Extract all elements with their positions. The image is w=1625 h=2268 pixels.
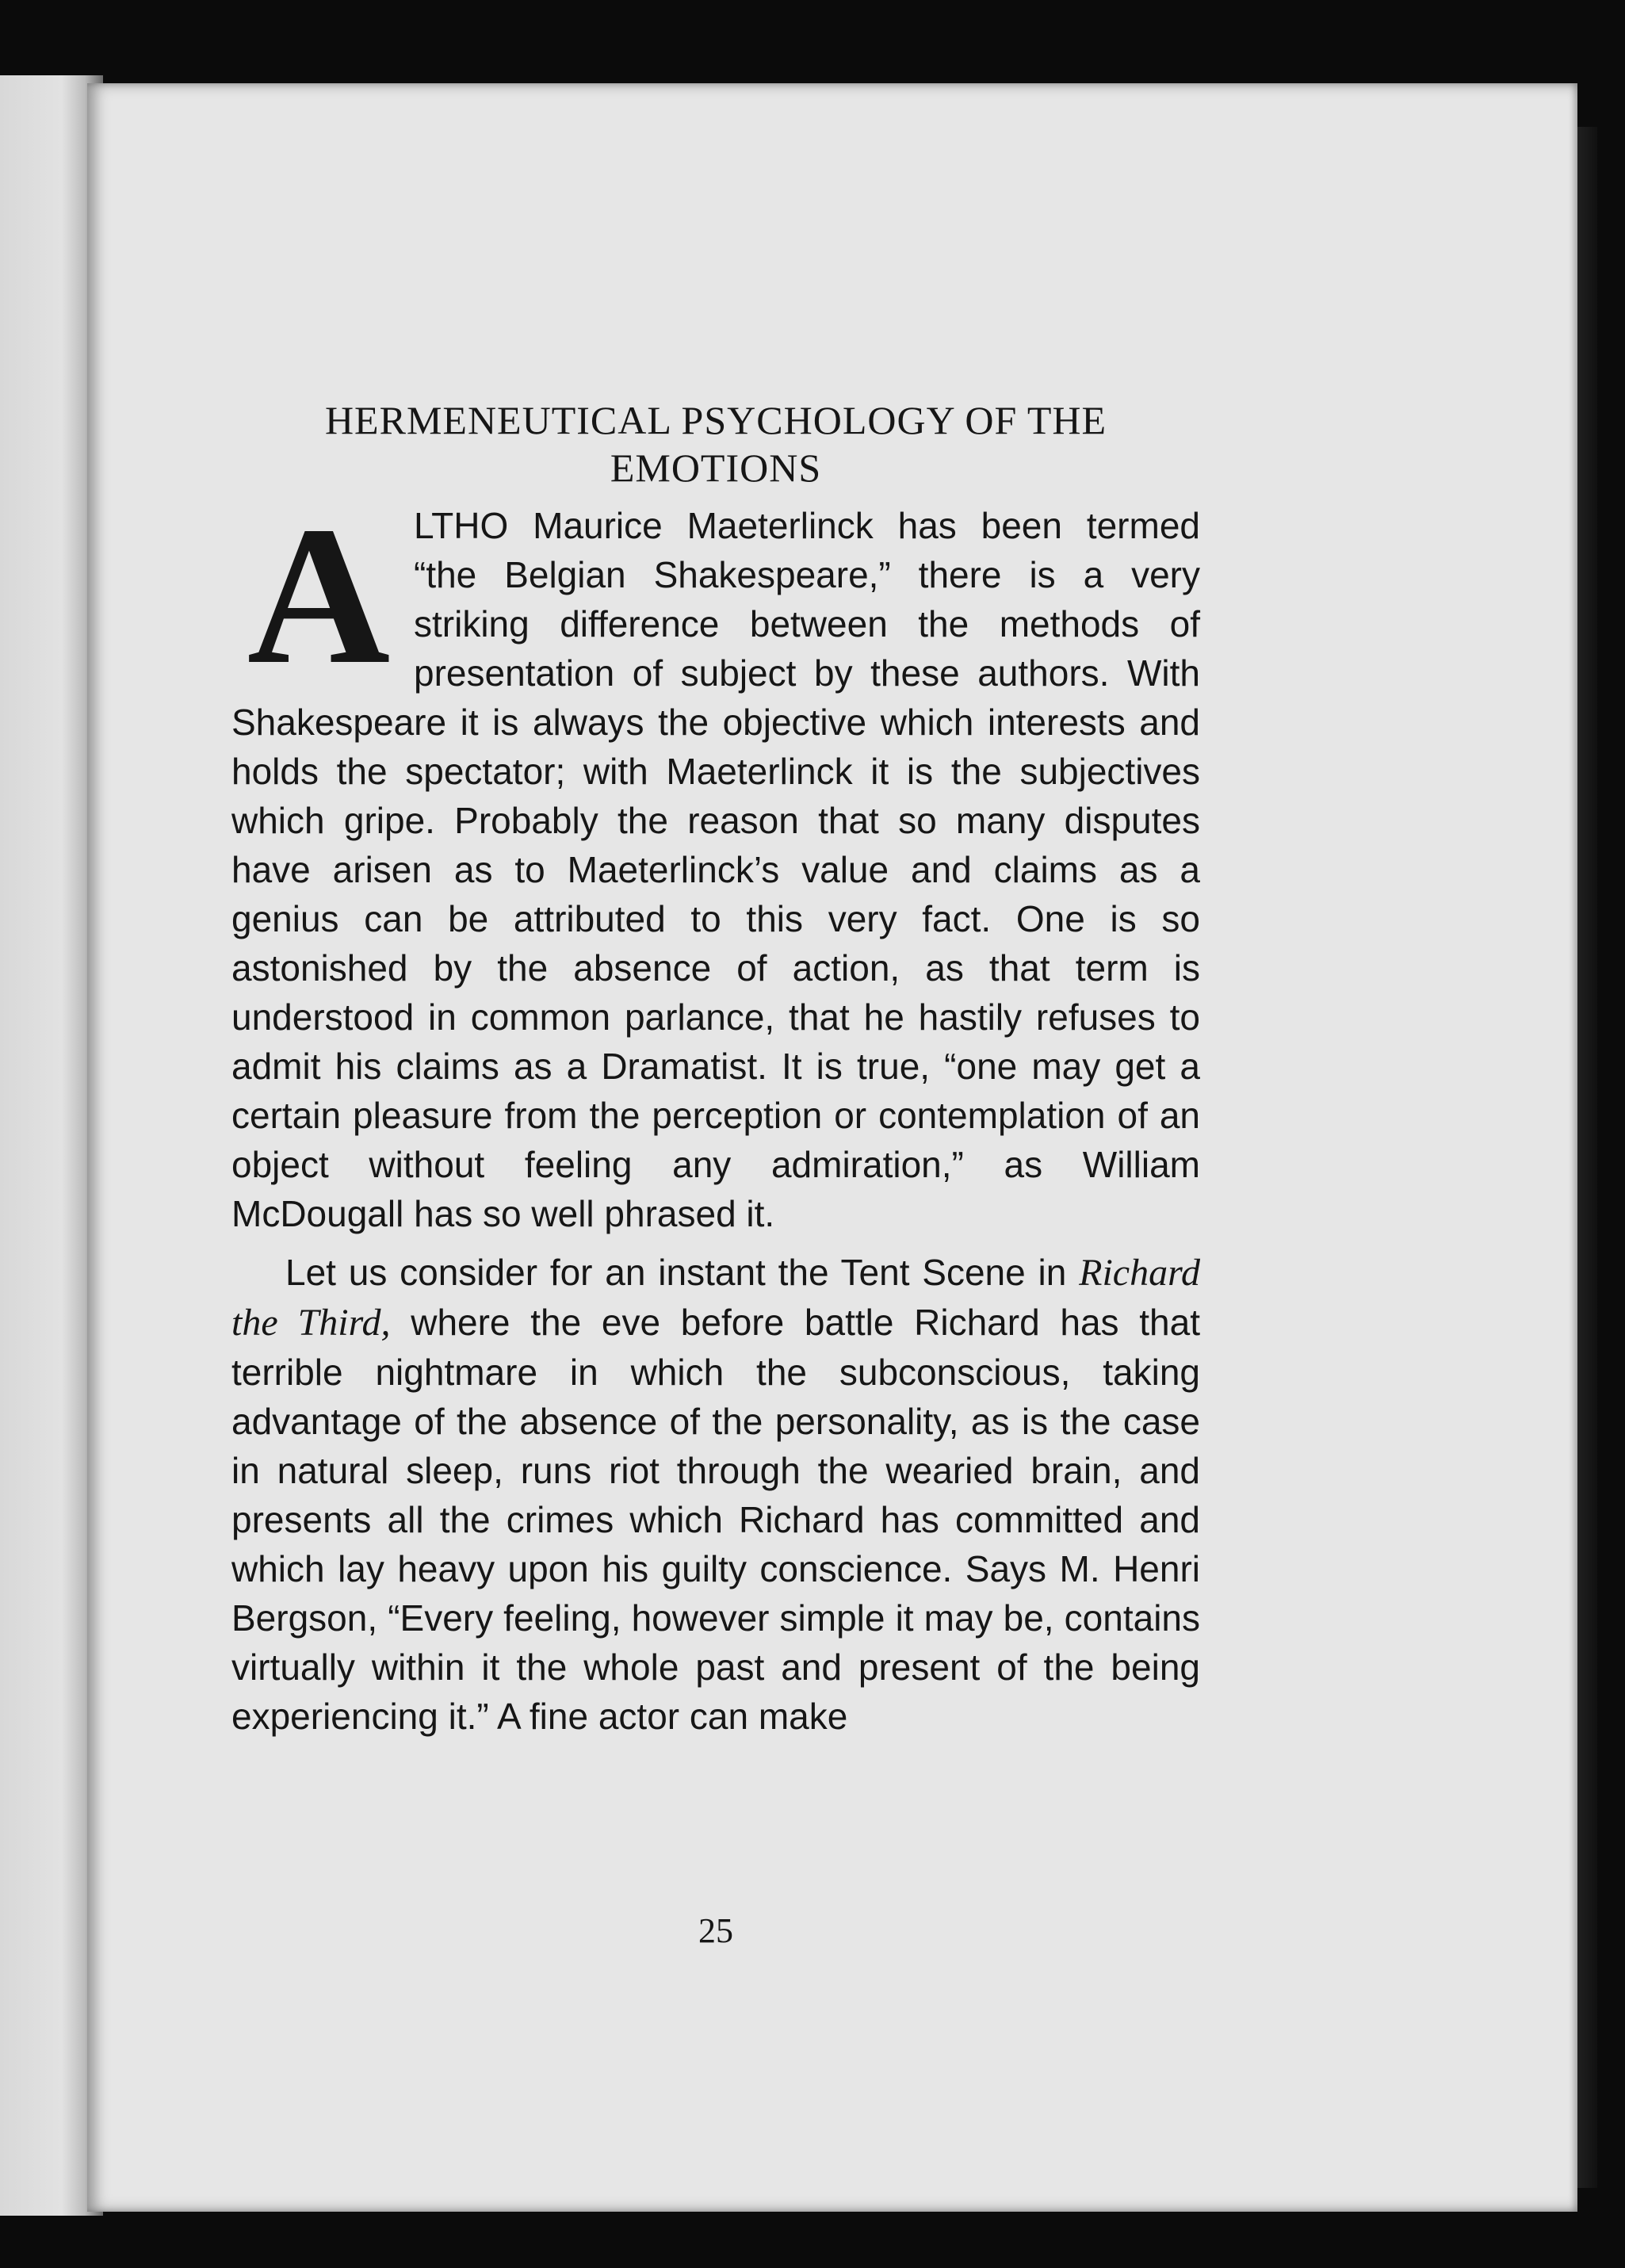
chapter-title-line-1: HERMENEUTICAL PSYCHOLOGY OF THE	[324, 398, 1107, 442]
chapter-title-line-2: EMOTIONS	[610, 446, 822, 490]
paragraph-2-text-end: where the eve before battle Richard has that terrible nightmare in which the subconscious, taking advantage of the absence of the personality, as is the case in natural sleep, runs riot through the wearied brain, and presents all the crimes which Richard has committed and which lay heavy upon his guilty conscience. Says M. Henri Bergson, “Every feeling, however simple it may be, contains virtually within it the whole past and present of the being experiencing it.” A fine actor can make	[231, 1302, 1200, 1737]
page-content	[231, 396, 1200, 1741]
drop-cap: A	[247, 486, 391, 706]
page-number: 25	[698, 1911, 733, 1950]
paragraph-1	[231, 486, 1200, 1238]
paragraph-2	[231, 1248, 1200, 1741]
paragraph-2-text-start: Let us consider for an instant the Tent Scene in	[285, 1252, 1080, 1293]
paragraph-1-text: LTHO Maurice Maeterlinck has been termed “the Belgian Shakespeare,” there is a very striking difference between the methods of presentation of subject by these authors. With Shakespeare it is always the objective which interests and holds the spectator; with Maeterlinck it is the subjectives which gripe. Probably the reason that so many disputes have arisen as to Maeterlinck’s value and claims as a genius can be attributed to this very fact. One is so astonished by the absence of action, as that term is understood in common parlance, that he hastily refuses to admit his claims as a Dramatist. It is true, “one may get a certain pleasure from the perception or contemplation of an object without feeling any admiration,” as William McDougall has so well phrased it.	[231, 505, 1200, 1234]
play-title-italic: Richard the Third,	[231, 1252, 1200, 1344]
chapter-title	[231, 396, 1200, 491]
